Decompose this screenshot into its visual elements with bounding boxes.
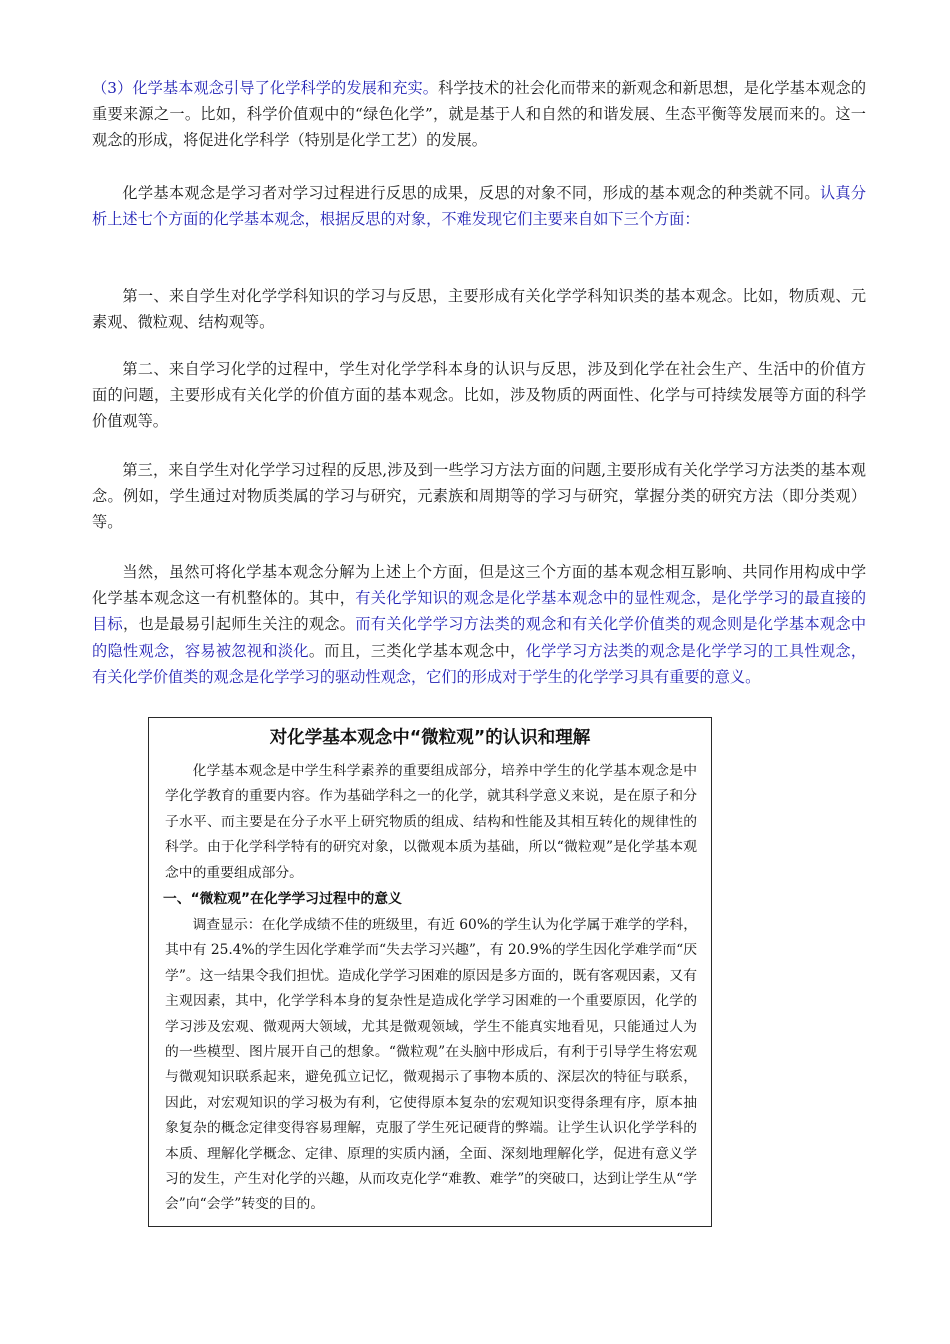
paragraph-highlight: 认真分析上述七个方面的化学基本观念，根据反思的对象，不难发现它们主要来自如下三个方面：	[92, 184, 867, 229]
paragraph-third-source: 第三，来自学生对化学学习过程的反思,涉及到一些学习方法方面的问题,主要形成有关化学学习方法类的基本观念。例如，学生通过对物质类属的学习与研究，元素族和周期等的学习与研究，掌握分类的研究方法（即分类观）等。	[92, 461, 866, 532]
paragraph-reflection-sources	[92, 180, 866, 232]
excerpt-intro-paragraph: 化学基本观念是中学生科学素养的重要组成部分，培养中学生的化学基本观念是中学化学教育的重要内容。作为基础学科之一的化学，就其科学意义来说，是在原子和分子水平、而主要是在分子水平上研究物质的组成、结构和性能及其相互转化的规律性的科学。由于化学科学特有的研究对象，以微观本质为基础，所以“微粒观”是化学基本观念中的重要组成部分。	[165, 763, 697, 881]
paragraph-summary	[92, 559, 866, 690]
paragraph-heading-highlight: （3）化学基本观念引导了化学科学的发展和充实。	[92, 79, 439, 97]
paragraph-highlight: 化学学习方法类的观念是化学学习的工具性观念，有关化学价值类的观念是化学学习的驱动性观念，它们的形成对于学生的化学学习具有重要的意义。	[92, 641, 867, 686]
excerpt-title: 对化学基本观念中“微粒观”的认识和理解	[269, 728, 591, 748]
paragraph-body: 化学基本观念是学习者对学习过程进行反思的成果，反思的对象不同，形成的基本观念的种类就不同。	[122, 184, 820, 202]
paragraph-concept-guides-development	[92, 75, 866, 154]
paragraph-body: 当然，虽然可将化学基本观念分解为上述上个方面，但是这三个方面的基本观念相互影响、共同作用构成中学化学基本观念这一有机整体的。其中，	[92, 563, 866, 608]
excerpt-body-paragraph: 调查显示：在化学成绩不佳的班级里，有近 60%的学生认为化学属于难学的学科，其中有 25.4%的学生因化学难学而“失去学习兴趣”，有 20.9%的学生因化学难学而“厌学”。这一结果令我们担忧。造成化学学习困难的原因是多方面的，既有客观因素，又有主观因素，其中，化学学科本身的复杂性是造成化学学习困难的一个重要原因，化学的学习涉及宏观、微观两大领域，尤其是微观领域，学生不能真实地看见，只能通过人为的一些模型、图片展开自己的想象。“微粒观”在头脑中形成后，有利于引导学生将宏观与微观知识联系起来，避免孤立记忆，微观揭示了事物本质的、深层次的特征与联系，因此，对宏观知识的学习极为有利，它使得原本复杂的宏观知识变得条理有序，原本抽象复杂的概念定律变得容易理解，克服了学生死记硬背的弊端。让学生认识化学学科的本质、理解化学概念、定律、原理的实质内涵，全面、深刻地理解化学，促进有意义学习的发生，产生对化学的兴趣，从而攻克化学“难教、难学”的突破口，达到让学生从“学会”向“会学”转变的目的。	[165, 917, 697, 1213]
paragraph-highlight: 有关化学知识的观念是化学基本观念中的显性观念，是化学学习的最直接的目标	[92, 589, 867, 634]
paragraph-second-source: 第二、来自学习化学的过程中，学生对化学学科本身的认识与反思，涉及到化学在社会生产、生活中的价值方面的问题，主要形成有关化学的价值方面的基本观念。比如，涉及物质的两面性、化学与可持续发展等方面的科学价值观等。	[92, 360, 866, 431]
paragraph-highlight: 而有关化学学习方法类的观念和有关化学价值类的观念则是化学基本观念中的隐性观念，容易被忽视和淡化	[92, 615, 867, 660]
paragraph-body: 。而且，三类化学基本观念中，	[308, 641, 526, 660]
scanned-excerpt-box	[148, 717, 712, 1227]
paragraph-body: ，也是最易引起师生关注的观念。	[122, 615, 356, 634]
excerpt-section-heading: 一、“微粒观”在化学学习过程中的意义	[163, 891, 402, 907]
paragraph-first-source: 第一、来自学生对化学学科知识的学习与反思，主要形成有关化学学科知识类的基本观念。比如，物质观、元素观、微粒观、结构观等。	[92, 287, 866, 332]
paragraph-body: 科学技术的社会化而带来的新观念和新思想，是化学基本观念的重要来源之一。比如，科学价值观中的“绿色化学”，就是基于人和自然的和谐发展、生态平衡等发展而来的。这一观念的形成，将促进化学科学（特别是化学工艺）的发展。	[92, 79, 867, 150]
